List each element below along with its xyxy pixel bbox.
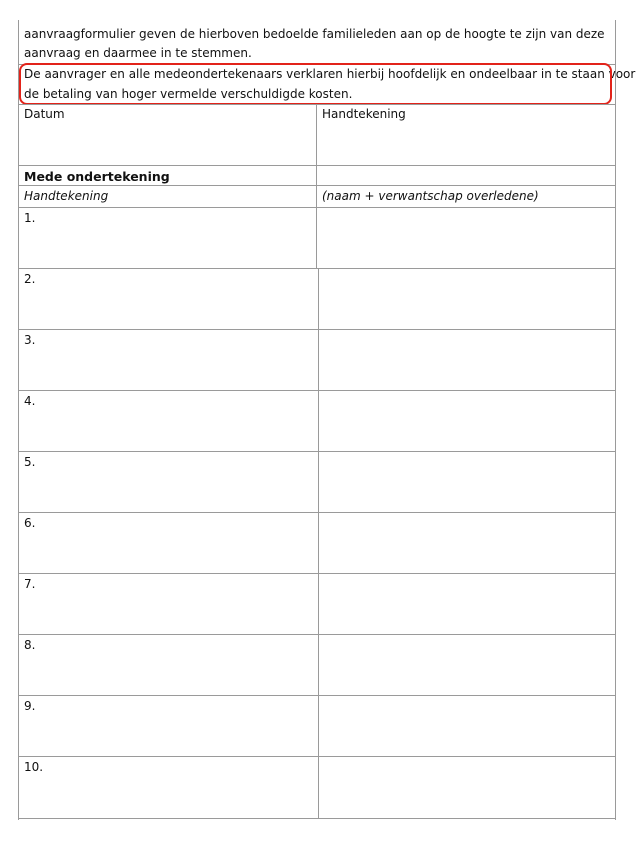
divider [18, 573, 616, 574]
signature-label: Handtekening [322, 107, 406, 121]
highlight-callout [19, 63, 612, 105]
divider [18, 451, 616, 452]
cosign-row-number: 5. [24, 455, 36, 469]
date-label: Datum [24, 107, 65, 121]
cosign-row-number: 10. [24, 760, 44, 774]
form-frame [18, 20, 616, 820]
divider [18, 818, 616, 819]
divider [18, 207, 616, 208]
cosign-row-number: 4. [24, 394, 36, 408]
divider [18, 695, 616, 696]
intro-line-2: aanvraag en daarmee in te stemmen. [24, 46, 252, 60]
cosign-row-number: 1. [24, 211, 36, 225]
cosign-row-number: 8. [24, 638, 36, 652]
cosign-row-number: 3. [24, 333, 36, 347]
intro-line-1: aanvraagformulier geven de hierboven bedoelde familieleden aan op de hoogte te zijn van deze [24, 27, 605, 41]
cosign-row-number: 6. [24, 516, 36, 530]
cosign-heading: Mede ondertekening [24, 169, 170, 184]
divider [18, 634, 616, 635]
column-divider [318, 268, 319, 819]
divider [18, 756, 616, 757]
divider [18, 390, 616, 391]
cosign-row-number: 7. [24, 577, 36, 591]
divider [18, 512, 616, 513]
cosign-row-number: 9. [24, 699, 36, 713]
divider [18, 329, 616, 330]
declaration-line-2: de betaling van hoger vermelde verschuldigde kosten. [24, 87, 353, 101]
divider [18, 268, 616, 269]
declaration-line-1: De aanvrager en alle medeondertekenaars verklaren hierbij hoofdelijk en ondeelbaar in te staan voor [24, 67, 636, 81]
cosign-row-number: 2. [24, 272, 36, 286]
cosign-col-left-label: Handtekening [24, 189, 109, 203]
cosign-col-right-label: (naam + verwantschap overledene) [322, 189, 539, 203]
